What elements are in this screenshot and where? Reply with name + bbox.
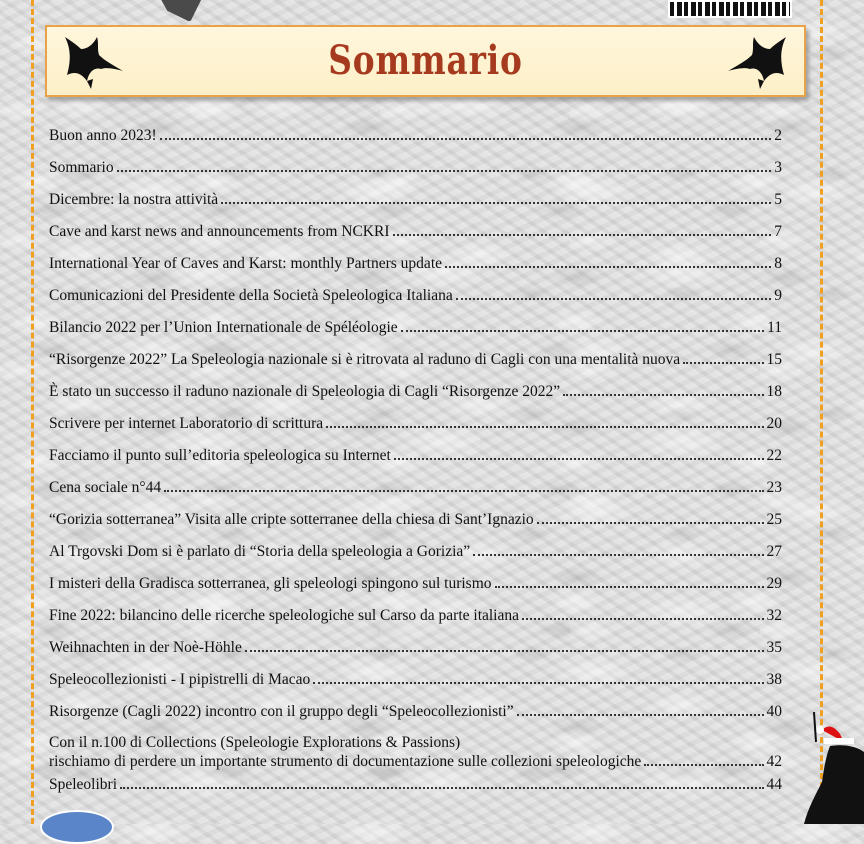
toc-leader-dots xyxy=(522,606,763,620)
toc-entry-subtitle-row xyxy=(49,752,782,771)
toc-entry-page: 8 xyxy=(774,255,782,272)
toc-entry-page: 32 xyxy=(766,607,782,624)
toc-entry-page: 29 xyxy=(766,575,782,592)
toc-entry-title: Weihnachten in der Noè-Höhle xyxy=(49,639,242,656)
toc-entry-page: 18 xyxy=(766,383,782,400)
toc-leader-dots xyxy=(245,638,764,652)
toc-entry-title: Speleolibri xyxy=(49,776,118,793)
toc-entry-page: 15 xyxy=(766,351,782,368)
toc-entry[interactable] xyxy=(49,702,782,734)
toc-leader-dots xyxy=(495,574,764,588)
toc-entry-page: 22 xyxy=(766,447,782,464)
toc-entry-title: Al Trgovski Dom si è parlato di “Storia della speleologia a Gorizia” xyxy=(49,543,471,560)
toc-entry-title: Cena sociale n°44 xyxy=(49,479,162,496)
toc-entry[interactable] xyxy=(49,542,782,574)
toc-entry-title: Scrivere per internet Laboratorio di scrittura xyxy=(49,415,324,432)
toc-entry[interactable] xyxy=(49,286,782,318)
toc-leader-dots xyxy=(683,350,763,364)
toc-entry[interactable] xyxy=(49,734,782,771)
toc-leader-dots xyxy=(326,414,763,428)
toc-entry[interactable] xyxy=(49,606,782,638)
toc-entry-title: Con il n.100 di Collections (Speleologie Explorations & Passions) xyxy=(49,734,461,751)
toc-leader-dots xyxy=(517,702,764,716)
header-banner xyxy=(45,25,806,97)
toc-leader-dots xyxy=(313,670,763,684)
toc-entry-title: Speleocollezionisti - I pipistrelli di Macao xyxy=(49,671,311,688)
toc-entry-page: 40 xyxy=(766,703,782,720)
toc-leader-dots xyxy=(563,382,763,396)
toc-entry-title: Facciamo il punto sull’editoria speleologica su Internet xyxy=(49,447,391,464)
toc-entry-page: 42 xyxy=(766,753,782,770)
toc-entry-title: I misteri della Gradisca sotterranea, gli speleologi spingono sul turismo xyxy=(49,575,492,592)
toc-entry[interactable] xyxy=(49,775,782,807)
toc-leader-dots xyxy=(644,752,763,766)
toc-entry-title: rischiamo di perdere un importante strumento di documentazione sulle collezioni speleologiche xyxy=(49,753,642,770)
toc-entry-page: 3 xyxy=(774,159,782,176)
toc-leader-dots xyxy=(445,254,771,268)
toc-entry[interactable] xyxy=(49,190,782,222)
toc-entry-page: 7 xyxy=(774,223,782,240)
toc-leader-dots xyxy=(537,510,764,524)
right-dashed-border xyxy=(820,0,823,824)
toc-entry-title: Comunicazioni del Presidente della Società Speleologica Italiana xyxy=(49,287,453,304)
page-title: Sommario xyxy=(328,37,523,84)
toc-entry-page: 35 xyxy=(766,639,782,656)
stamp-logo xyxy=(40,810,114,844)
toc-entry-page: 2 xyxy=(774,127,782,144)
toc-leader-dots xyxy=(393,222,772,236)
toc-entry[interactable] xyxy=(49,670,782,702)
toc-entry[interactable] xyxy=(49,126,782,158)
toc-entry[interactable] xyxy=(49,318,782,350)
toc-entry-title: È stato un successo il raduno nazionale di Speleologia di Cagli “Risorgenze 2022” xyxy=(49,383,561,400)
toc-entry[interactable] xyxy=(49,510,782,542)
toc-entry-title: Buon anno 2023! xyxy=(49,127,157,144)
qr-code-icon xyxy=(668,0,792,18)
table-of-contents xyxy=(49,126,782,807)
toc-leader-dots xyxy=(160,126,772,140)
toc-entry-page: 44 xyxy=(766,776,782,793)
toc-entry-wrap xyxy=(49,734,782,771)
toc-entry[interactable] xyxy=(49,350,782,382)
toc-entry-title: Fine 2022: bilancino delle ricerche speleologiche sul Carso da parte italiana xyxy=(49,607,520,624)
toc-entry-title: “Gorizia sotterranea” Visita alle cripte sotterranee della chiesa di Sant’Ignazio xyxy=(49,511,534,528)
santa-figure-icon xyxy=(800,712,864,824)
toc-entry[interactable] xyxy=(49,158,782,190)
toc-leader-dots xyxy=(456,286,772,300)
toc-entry[interactable] xyxy=(49,638,782,670)
toc-leader-dots xyxy=(117,158,772,172)
toc-entry-title: “Risorgenze 2022” La Speleologia nazionale si è ritrovata al raduno di Cagli con una mentalità nuova xyxy=(49,351,681,368)
toc-entry[interactable] xyxy=(49,254,782,286)
toc-entry[interactable] xyxy=(49,414,782,446)
toc-entry-page: 20 xyxy=(766,415,782,432)
left-dashed-border xyxy=(31,0,34,824)
toc-entry-title: Risorgenze (Cagli 2022) incontro con il gruppo degli “Speleocollezionisti” xyxy=(49,703,514,720)
toc-entry-title: Dicembre: la nostra attività xyxy=(49,191,219,208)
toc-entry[interactable] xyxy=(49,478,782,510)
toc-entry-title: Cave and karst news and announcements from NCKRI xyxy=(49,223,390,240)
toc-leader-dots xyxy=(401,318,764,332)
bat-icon xyxy=(724,31,794,91)
toc-leader-dots xyxy=(473,542,763,556)
toc-leader-dots xyxy=(164,478,763,492)
toc-entry-page: 27 xyxy=(766,543,782,560)
toc-entry-title: International Year of Caves and Karst: monthly Partners update xyxy=(49,255,443,272)
toc-leader-dots xyxy=(120,775,763,789)
toc-entry[interactable] xyxy=(49,222,782,254)
toc-entry-page: 11 xyxy=(767,319,782,336)
toc-entry-title: Sommario xyxy=(49,159,114,176)
toc-entry-page: 23 xyxy=(766,479,782,496)
toc-entry-title: Bilancio 2022 per l’Union Internationale de Spéléologie xyxy=(49,319,398,336)
toc-leader-dots xyxy=(221,190,771,204)
toc-entry[interactable] xyxy=(49,446,782,478)
toc-entry-page: 25 xyxy=(766,511,782,528)
toc-entry-page: 9 xyxy=(774,287,782,304)
top-bat-icon xyxy=(158,0,204,22)
toc-entry-page: 38 xyxy=(766,671,782,688)
toc-entry[interactable] xyxy=(49,382,782,414)
toc-entry-page: 5 xyxy=(774,191,782,208)
toc-entry[interactable] xyxy=(49,574,782,606)
toc-leader-dots xyxy=(394,446,764,460)
